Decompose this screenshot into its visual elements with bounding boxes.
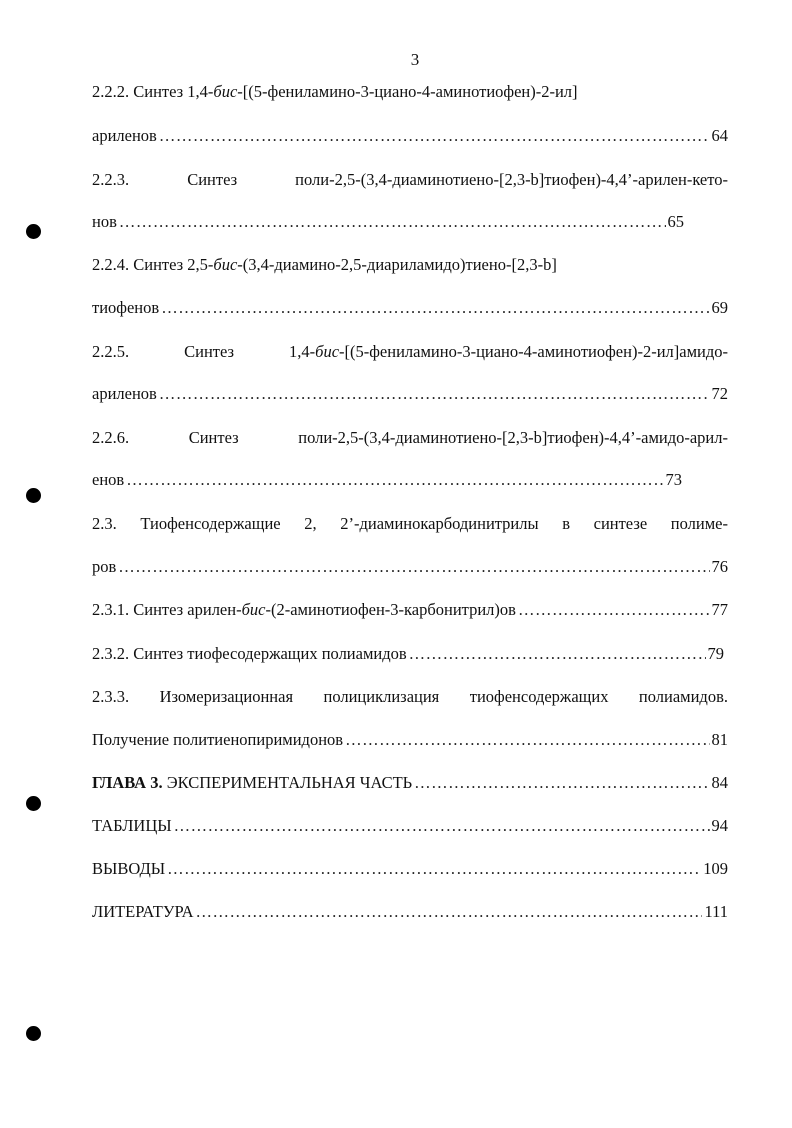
dot-leader	[159, 382, 710, 406]
binder-hole-mark	[26, 1026, 41, 1041]
page-ref: 94	[711, 816, 728, 835]
toc-entry-literature[interactable]: ЛИТЕРАТУРА ……………………………………………………………………………………………………………………………………………………………………………………………… 111	[92, 900, 728, 924]
dot-leader	[174, 814, 710, 838]
dot-leader	[119, 210, 666, 234]
page-ref: 81	[711, 730, 728, 749]
toc-entry-2-2-5-title: 2.2.5. Синтез 1,4-бис-[(5-фениламино-3-циано-4-аминотиофен)-2-ил]амидо-	[92, 342, 728, 361]
dot-leader	[409, 642, 706, 666]
page-ref: 79	[707, 644, 724, 663]
page-ref: 111	[704, 902, 728, 921]
toc-entry-chapter-3[interactable]: ГЛАВА 3. ЭКСПЕРИМЕНТАЛЬНАЯ ЧАСТЬ ……………………………………………………………………………………………………………………………………………………………………………………………… 84	[92, 771, 728, 795]
toc-entry-2-2-4-title: 2.2.4. Синтез 2,5-бис-(3,4-диамино-2,5-диариламидо)тиено-[2,3-b]	[92, 255, 557, 274]
dot-leader	[167, 857, 701, 881]
dot-leader	[161, 296, 709, 320]
toc-entry-2-2-3-title: 2.2.3. Синтез поли-2,5-(3,4-диаминотиено-[2,3-b]тиофен)-4,4’-арилен-кето-	[92, 170, 728, 189]
toc-entry-2-2-6-leader[interactable]: енов ……………………………………………………………………………………………………………………………………………………………………………………………… 73	[92, 468, 682, 492]
toc-entry-2-2-4-leader[interactable]: тиофенов ……………………………………………………………………………………………………………………………………………………………………………………………… 69	[92, 296, 728, 320]
dot-leader	[518, 598, 710, 622]
binder-hole-mark	[26, 224, 41, 239]
dot-leader	[196, 900, 703, 924]
toc-entry-2-3-leader[interactable]: ров ……………………………………………………………………………………………………………………………………………………………………………………………… 76	[92, 555, 728, 579]
page-number: 3	[410, 50, 420, 69]
page-ref: 69	[711, 298, 728, 317]
dot-leader	[345, 728, 709, 752]
page-ref: 109	[703, 859, 728, 878]
toc-entry-2-2-3-leader[interactable]: нов ……………………………………………………………………………………………………………………………………………………………………………………………… 65	[92, 210, 684, 234]
toc-entry-2-3-title: 2.3. Тиофенсодержащие 2, 2’-диаминокарбодинитрилы в синтезе полиме-	[92, 514, 728, 533]
dot-leader	[126, 468, 663, 492]
toc-entry-2-2-6-title: 2.2.6. Синтез поли-2,5-(3,4-диаминотиено-[2,3-b]тиофен)-4,4’-амидо-арил-	[92, 428, 728, 447]
page-ref: 84	[711, 773, 728, 792]
page-ref: 72	[711, 384, 728, 403]
dot-leader	[414, 771, 709, 795]
binder-hole-mark	[26, 488, 41, 503]
page-ref: 76	[711, 557, 728, 576]
page-ref: 65	[667, 212, 684, 231]
binder-hole-mark	[26, 796, 41, 811]
dot-leader	[159, 124, 710, 148]
toc-entry-2-2-2-title: 2.2.2. Синтез 1,4-бис-[(5-фениламино-3-циано-4-аминотиофен)-2-ил]	[92, 82, 578, 101]
page-ref: 64	[711, 126, 728, 145]
toc-entry-2-2-2-leader[interactable]: ариленов ……………………………………………………………………………………………………………………………………………………………………………………………… 64	[92, 124, 728, 148]
toc-entry-tables[interactable]: ТАБЛИЦЫ ……………………………………………………………………………………………………………………………………………………………………………………………… 94	[92, 814, 728, 838]
page-ref: 73	[665, 470, 682, 489]
toc-entry-2-3-2[interactable]: 2.3.2. Синтез тиофесодержащих полиамидов ……………………………………………………………………………………………………………………………………………………………………………………………… 79	[92, 642, 724, 666]
toc-entry-2-3-3-title: 2.3.3. Изомеризационная полициклизация тиофенсодержащих полиамидов.	[92, 687, 728, 706]
page-ref: 77	[711, 600, 728, 619]
toc-entry-2-3-1[interactable]: 2.3.1. Синтез арилен-бис-(2-аминотиофен-3-карбонитрил)ов ……………………………………………………………………………………………………………………………………………………………………………………………… 77	[92, 598, 728, 622]
toc-entry-conclusions[interactable]: ВЫВОДЫ ……………………………………………………………………………………………………………………………………………………………………………………………… 109	[92, 857, 728, 881]
toc-entry-2-2-5-leader[interactable]: ариленов ……………………………………………………………………………………………………………………………………………………………………………………………… 72	[92, 382, 728, 406]
dot-leader	[118, 555, 709, 579]
toc-entry-2-3-3-leader[interactable]: Получение политиенопиримидонов ……………………………………………………………………………………………………………………………………………………………………………………………… 81	[92, 728, 728, 752]
